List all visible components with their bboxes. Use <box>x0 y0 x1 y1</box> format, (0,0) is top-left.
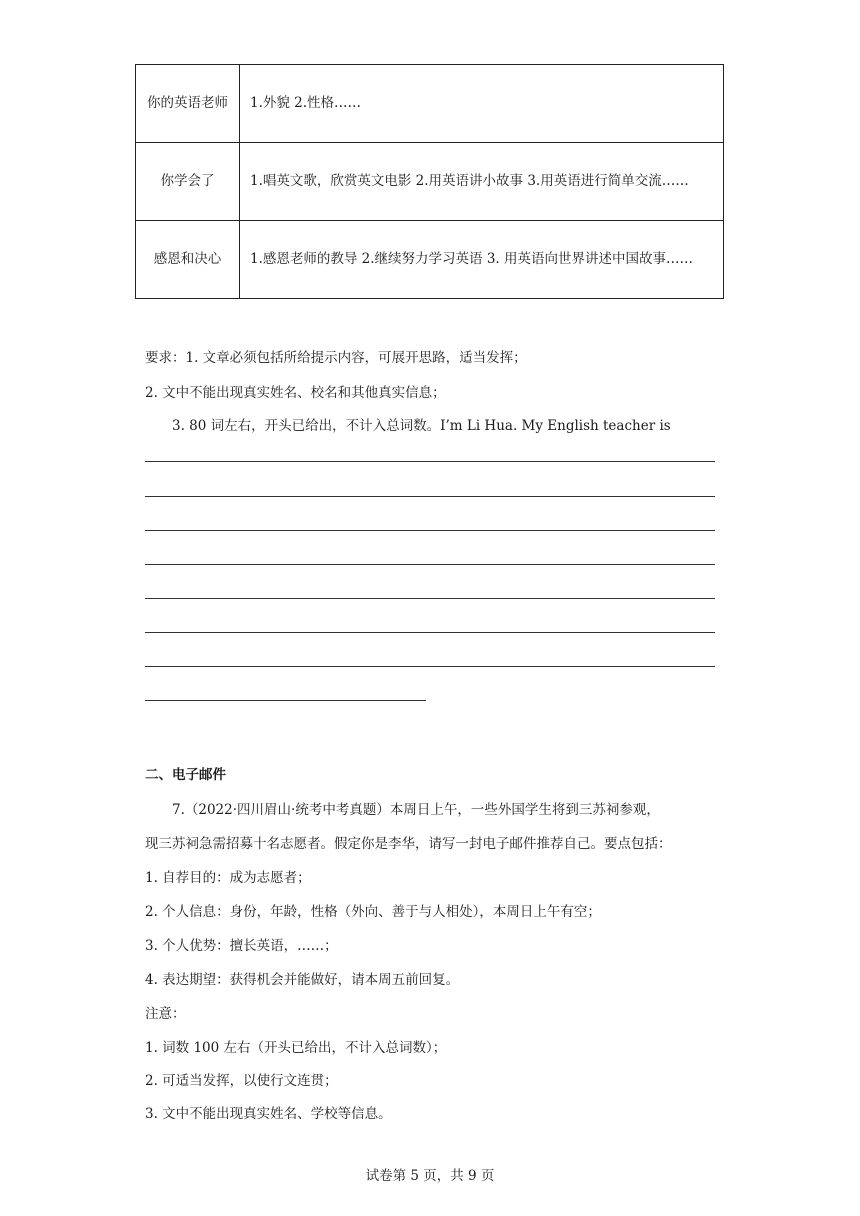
point-item: 4. 表达期望：获得机会并能做好，请本周五前回复。 <box>145 972 460 988</box>
topic-text: 你的英语老师 <box>147 95 228 111</box>
page-footer: 试卷第 5 页，共 9 页 <box>365 1168 495 1184</box>
notice-item: 1. 词数 100 左右（开头已给出，不计入总词数）； <box>145 1040 447 1056</box>
answer-line[interactable] <box>145 666 715 667</box>
requirement-line-1: 要求：1. 文章必须包括所给提示内容，可展开思路，适当发挥； <box>145 350 527 366</box>
topic-cell <box>136 65 240 143</box>
answer-line[interactable] <box>145 496 715 497</box>
answer-line[interactable] <box>145 461 715 462</box>
answer-line[interactable] <box>145 700 426 701</box>
detail-cell: 1.唱英文歌，欣赏英文电影 2.用英语讲小故事 3.用英语进行简单交流…… <box>240 143 724 221</box>
requirement-line-3: 3. 80 词左右，开头已给出，不计入总词数。I’m Li Hua. My English teacher is <box>172 418 671 434</box>
question-line-2: 现三苏祠急需招募十名志愿者。假定你是李华，请写一封电子邮件推荐自己。要点包括： <box>145 836 672 852</box>
answer-line[interactable] <box>145 632 715 633</box>
topic-cell <box>136 143 240 221</box>
point-item: 2. 个人信息：身份，年龄，性格（外向、善于与人相处），本周日上午有空； <box>145 904 601 920</box>
point-item: 3. 个人优势：擅长英语，……； <box>145 938 338 954</box>
point-item: 1. 自荐目的：成为志愿者； <box>145 870 311 886</box>
table-row <box>136 221 724 299</box>
table-row <box>136 143 724 221</box>
topic-text: 你学会了 <box>160 173 215 189</box>
notice-item: 3. 文中不能出现真实姓名、学校等信息。 <box>145 1106 392 1122</box>
outline-table <box>135 64 724 299</box>
topic-text: 感恩和决心 <box>153 251 222 267</box>
detail-cell: 1.感恩老师的教导 2.继续努力学习英语 3. 用英语向世界讲述中国故事…… <box>240 221 724 299</box>
answer-line[interactable] <box>145 530 715 531</box>
requirement-line-2: 2. 文中不能出现真实姓名、校名和其他真实信息； <box>145 385 446 401</box>
table-row <box>136 65 724 143</box>
answer-line[interactable] <box>145 598 715 599</box>
topic-cell <box>136 221 240 299</box>
notice-item: 2. 可适当发挥，以使行文连贯； <box>145 1073 338 1089</box>
notice-label: 注意： <box>145 1006 186 1022</box>
detail-cell: 1.外貌 2.性格…… <box>240 65 724 143</box>
section-heading: 二、电子邮件 <box>145 767 226 783</box>
answer-line[interactable] <box>145 564 715 565</box>
question-line-1: 7.（2022·四川眉山·统考中考真题）本周日上午，一些外国学生将到三苏祠参观， <box>172 802 660 818</box>
